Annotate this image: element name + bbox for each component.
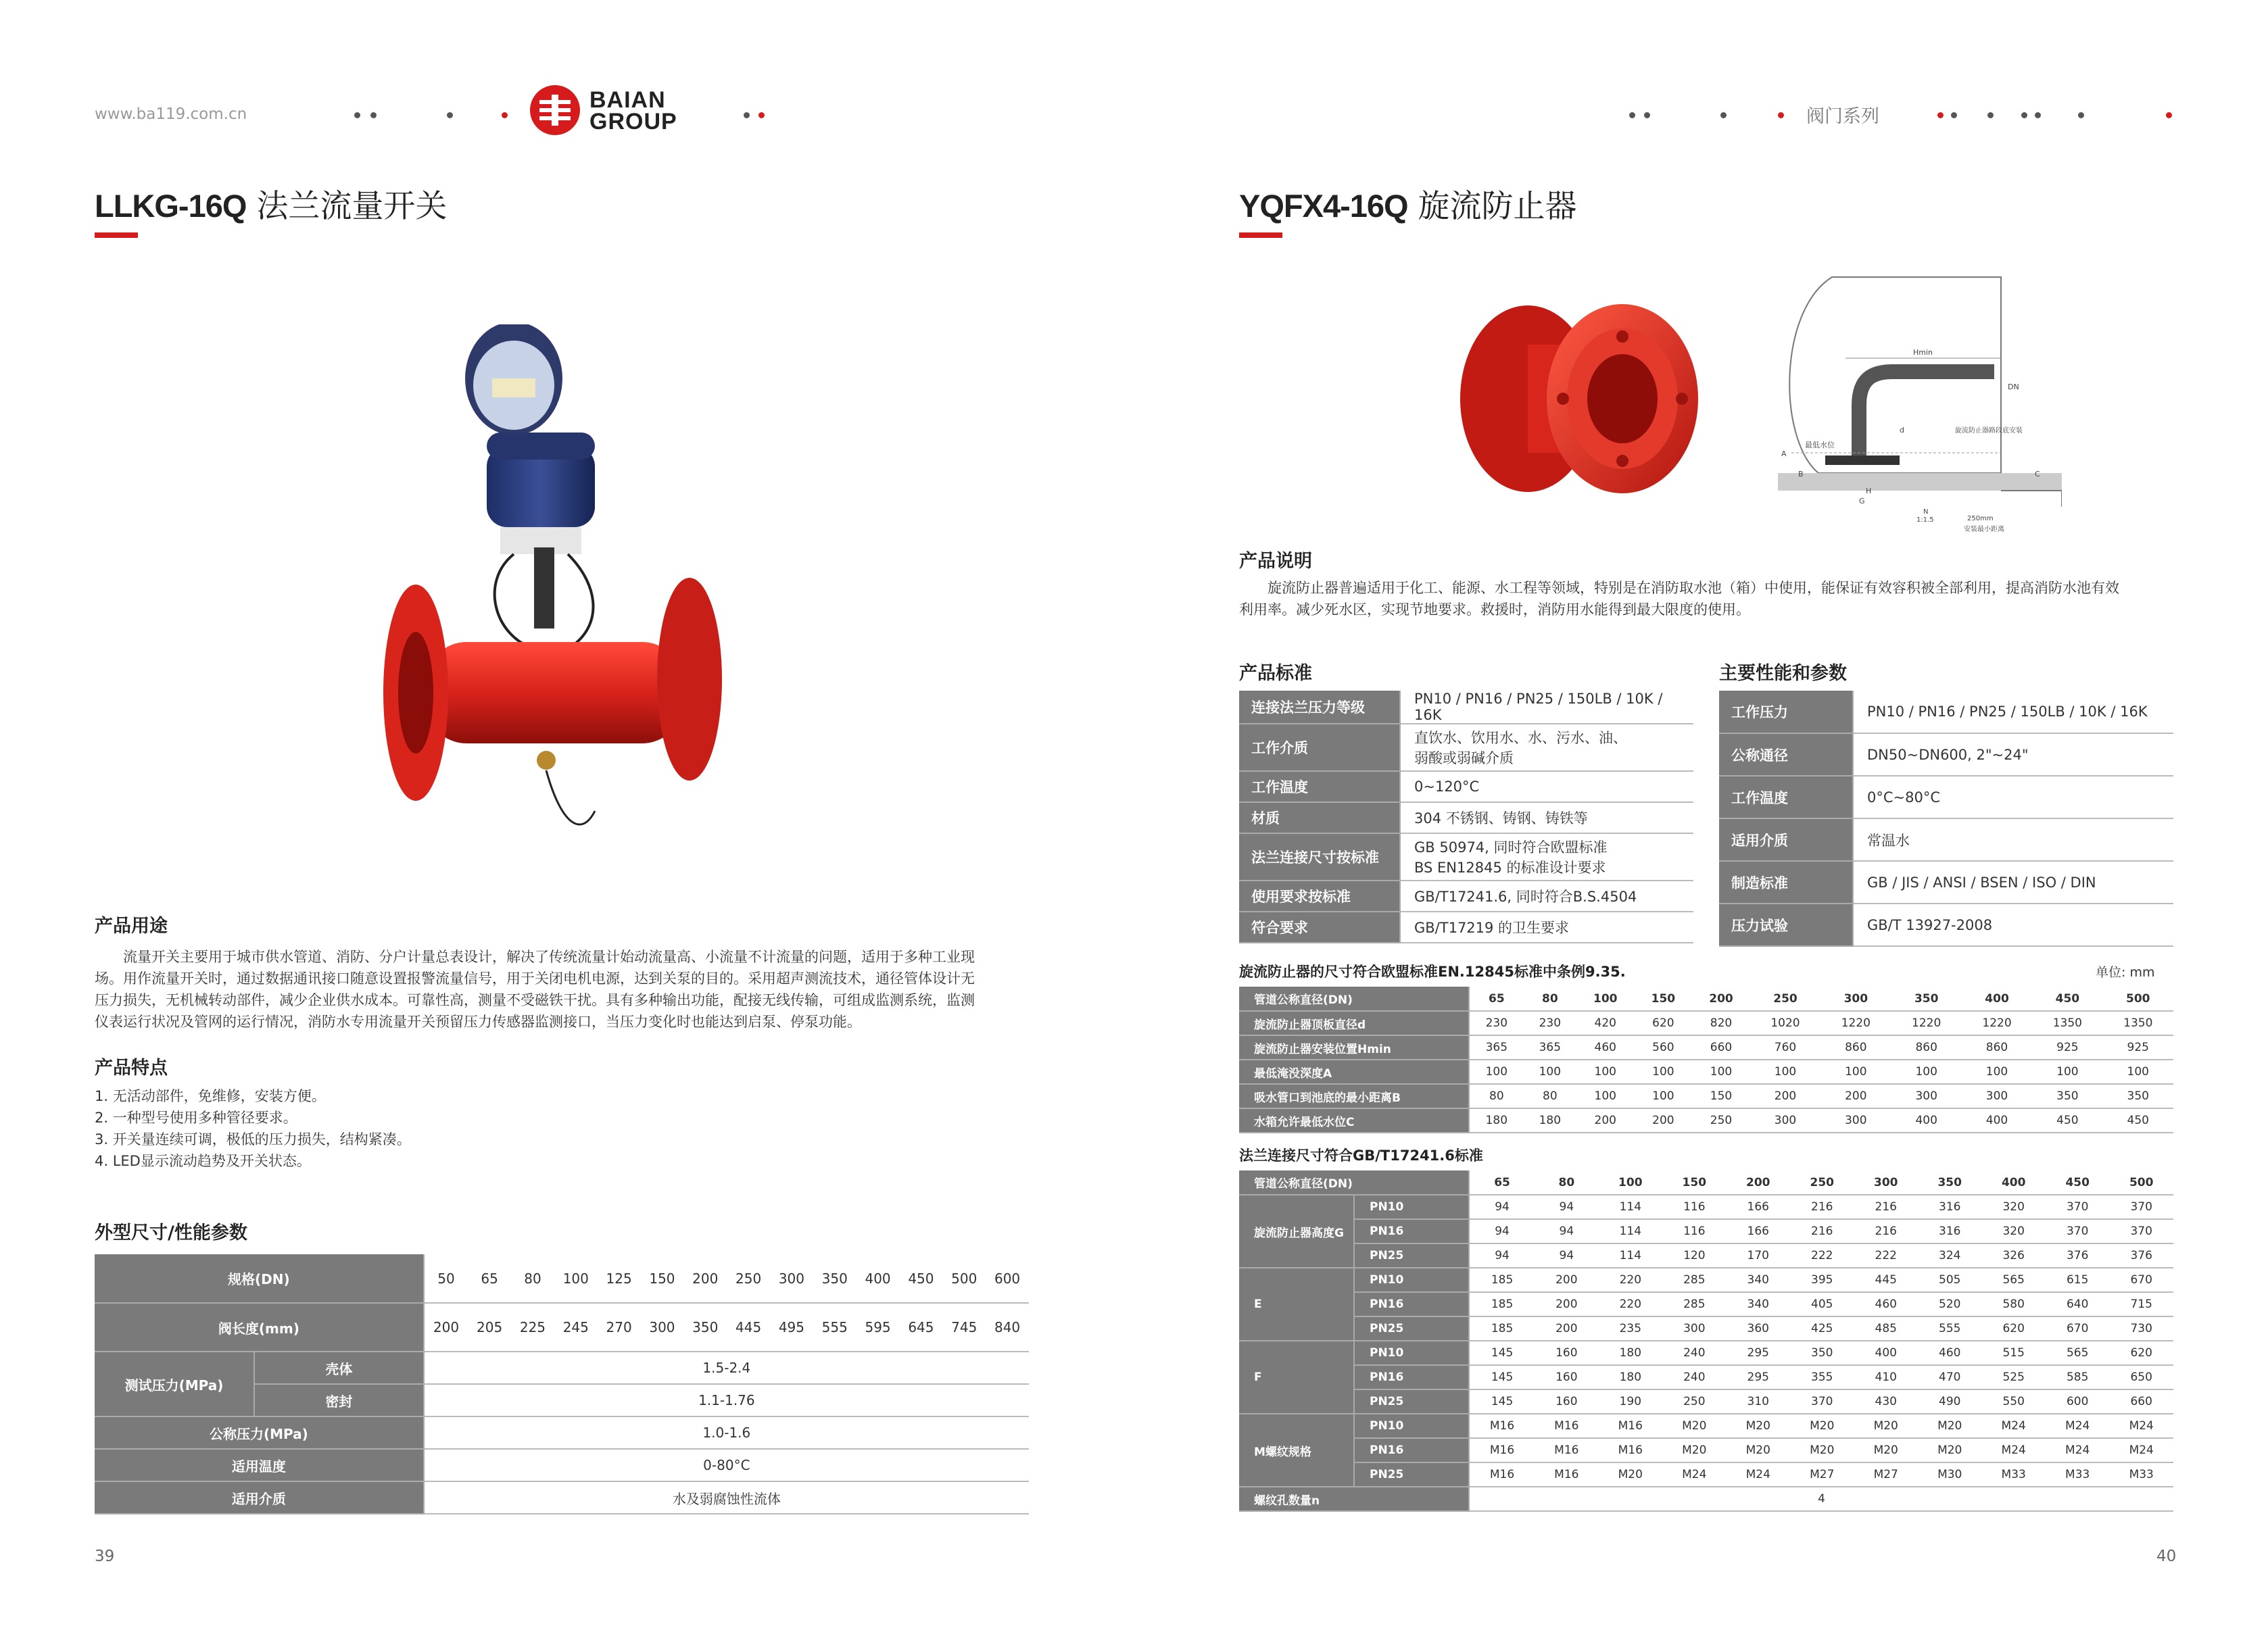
table-cell: M24 <box>2046 1414 2109 1438</box>
table-cell: 216 <box>1854 1195 1918 1219</box>
diagram-label-h: H <box>1866 487 1872 495</box>
table-cell: 310 <box>1727 1389 1790 1414</box>
decor-dot <box>2166 112 2172 118</box>
table-row: 工作温度 0~120°C <box>1239 771 1693 802</box>
table-cell: M24 <box>1662 1462 1726 1487</box>
table-cell: 324 <box>1918 1243 1981 1268</box>
table-cell: M20 <box>1790 1414 1854 1438</box>
table-row <box>1239 1195 2173 1219</box>
table-cell: 185 <box>1469 1292 1535 1316</box>
flange-group-label: M螺纹规格 <box>1239 1414 1354 1487</box>
dimension-table <box>1239 987 2173 1133</box>
pn-label: PN10 <box>1354 1341 1469 1365</box>
table-row: 规格(DN) 50 65 80 100 125 150 200 250 300 350 400 450 500 600 <box>95 1254 1029 1303</box>
table-cell: 670 <box>2109 1268 2173 1292</box>
table-cell: M16 <box>1535 1438 1598 1462</box>
table-row <box>1239 1219 2173 1243</box>
pn-label: PN16 <box>1354 1219 1469 1243</box>
table-cell: M20 <box>1727 1438 1790 1462</box>
table-row: 适用温度 0-80°C <box>95 1449 1029 1481</box>
table-row: 吸水管口到池底的最小距离B 80 80 100 100 150 200 200 300 300 350 350 <box>1239 1084 2173 1108</box>
table-cell: 565 <box>1981 1268 2045 1292</box>
table-cell: M16 <box>1599 1438 1662 1462</box>
decor-dot <box>2035 112 2041 118</box>
decor-dot <box>502 112 508 118</box>
brand-logo <box>530 85 733 137</box>
table-cell: M20 <box>1599 1462 1662 1487</box>
table-cell: 200 <box>1535 1268 1598 1292</box>
diagram-label-a: A <box>1781 449 1787 458</box>
table-cell: 470 <box>1918 1365 1981 1389</box>
table-cell: 326 <box>1981 1243 2045 1268</box>
table-cell: 114 <box>1599 1243 1662 1268</box>
decor-dot <box>744 112 750 118</box>
table-cell: 285 <box>1662 1292 1726 1316</box>
table-row <box>1239 1389 2173 1414</box>
usage-heading: 产品用途 <box>95 916 168 937</box>
title-underline <box>95 232 138 238</box>
table-cell: 485 <box>1854 1316 1918 1341</box>
pn-label: PN16 <box>1354 1438 1469 1462</box>
table-cell: 670 <box>2046 1316 2109 1341</box>
bolt-count-label: 螺纹孔数量n <box>1239 1487 1469 1511</box>
diagram-label-hmin: Hmin <box>1913 348 1933 357</box>
table-row <box>1239 1316 2173 1341</box>
table-cell: 222 <box>1790 1243 1854 1268</box>
table-cell: 445 <box>1854 1268 1918 1292</box>
table-cell: 715 <box>2109 1292 2173 1316</box>
table-row: 工作温度 0°C~80°C <box>1719 776 2173 818</box>
table-row: 工作压力 PN10 / PN16 / PN25 / 150LB / 10K / 16K <box>1719 691 2173 733</box>
spec-table <box>95 1254 1029 1514</box>
features-list <box>95 1085 411 1172</box>
table-cell: M16 <box>1469 1438 1535 1462</box>
table-row: 适用介质 常温水 <box>1719 818 2173 861</box>
decor-dot <box>1987 112 1994 118</box>
table-cell: 580 <box>1981 1292 2045 1316</box>
table-cell: 400 <box>1854 1341 1918 1365</box>
diagram-label-d: d <box>1900 426 1904 435</box>
table-cell: 220 <box>1599 1292 1662 1316</box>
page-title-right: YQFX4-16Q 旋流防止器 <box>1239 188 1577 225</box>
decor-dot <box>1644 112 1650 118</box>
table-cell: 320 <box>1981 1195 2045 1219</box>
performance-heading: 主要性能和参数 <box>1719 663 1847 684</box>
table-cell: M20 <box>1790 1438 1854 1462</box>
standards-heading: 产品标准 <box>1239 663 1312 684</box>
table-row: 使用要求按标准 GB/T17241.6, 同时符合B.S.4504 <box>1239 881 1693 912</box>
decor-dot <box>1629 112 1635 118</box>
table-row <box>1239 1341 2173 1365</box>
pn-label: PN10 <box>1354 1195 1469 1219</box>
table-cell: 350 <box>1790 1341 1854 1365</box>
table-cell: 220 <box>1599 1268 1662 1292</box>
table-cell: 166 <box>1727 1219 1790 1243</box>
table-row: 管道公称直径(DN) 65 80 100 150 200 250 300 350 400 450 500 <box>1239 987 2173 1011</box>
feature-item: 1. 无活动部件，免维修，安装方便。 <box>95 1088 326 1104</box>
table-cell: 565 <box>2046 1341 2109 1365</box>
diagram-label-low-level: 最低水位 <box>1805 441 1835 449</box>
pn-label: PN10 <box>1354 1414 1469 1438</box>
table-cell: 295 <box>1727 1341 1790 1365</box>
table-cell: 200 <box>1535 1292 1598 1316</box>
decor-dot <box>1778 112 1784 118</box>
table-row: 阀长度(mm) 200 205 225 245 270 300 350 445 495 555 595 645 745 840 <box>95 1303 1029 1352</box>
table-cell: M16 <box>1599 1414 1662 1438</box>
table-cell: 490 <box>1918 1389 1981 1414</box>
table-cell: 340 <box>1727 1292 1790 1316</box>
table-row: 连接法兰压力等级 PN10 / PN16 / PN25 / 150LB / 10K / 16K <box>1239 691 1693 724</box>
decor-dot <box>758 112 765 118</box>
table-cell: M33 <box>1981 1462 2045 1487</box>
table-row <box>1239 1487 2173 1511</box>
installation-diagram <box>1778 270 2062 541</box>
table-cell: 505 <box>1918 1268 1981 1292</box>
table-cell: 114 <box>1599 1195 1662 1219</box>
table-cell: 660 <box>2109 1389 2173 1414</box>
table-cell: M24 <box>2109 1438 2173 1462</box>
pn-label: PN16 <box>1354 1292 1469 1316</box>
diagram-label-min-dist: 250mm <box>1967 515 1994 522</box>
table-cell: 376 <box>2046 1243 2109 1268</box>
table-cell: M16 <box>1535 1414 1598 1438</box>
diagram-label-g: G <box>1859 497 1865 505</box>
page-title-left: LLKG-16Q 法兰流量开关 <box>95 188 448 225</box>
flange-group-label: F <box>1239 1341 1354 1414</box>
vortex-preventer-product-image <box>1453 297 1710 500</box>
table-cell: 160 <box>1535 1389 1598 1414</box>
pn-label: PN25 <box>1354 1243 1469 1268</box>
table-cell: 370 <box>1790 1389 1854 1414</box>
table-cell: 145 <box>1469 1365 1535 1389</box>
table-cell: 410 <box>1854 1365 1918 1389</box>
description-text: 旋流防止器普遍适用于化工、能源、水工程等领域，特别是在消防取水池（箱）中使用，能保证有效容积被全部利用，提高消防水池有效 利用率。减少死水区，实现节地要求。救援时，消防用水能得到最大限度的使用。 <box>1239 580 2119 618</box>
table-cell: 370 <box>2109 1195 2173 1219</box>
table-cell: 460 <box>1854 1292 1918 1316</box>
table-cell: 316 <box>1918 1219 1981 1243</box>
spec-heading: 外型尺寸/性能参数 <box>95 1223 247 1243</box>
table-row <box>1239 1292 2173 1316</box>
pn-label: PN25 <box>1354 1462 1469 1487</box>
unit-label: 单位: mm <box>2096 965 2155 980</box>
table-cell: M20 <box>1854 1414 1918 1438</box>
table-cell: 525 <box>1981 1365 2045 1389</box>
table-cell: M20 <box>1662 1414 1726 1438</box>
table-cell: 94 <box>1535 1195 1598 1219</box>
table-cell: 425 <box>1790 1316 1854 1341</box>
table-row: 公称压力(MPa) 1.0-1.6 <box>95 1416 1029 1449</box>
table-row <box>1239 1268 2173 1292</box>
feature-item: 3. 开关量连续可调，极低的压力损失，结构紧凑。 <box>95 1131 411 1148</box>
decor-dot <box>2078 112 2084 118</box>
table-cell: 585 <box>2046 1365 2109 1389</box>
decor-dot <box>370 112 377 118</box>
table-cell: 94 <box>1469 1219 1535 1243</box>
usage-text: 流量开关主要用于城市供水管道、消防、分户计量总表设计，解决了传统流量计始动流量高、小流量不计流量的问题，适用于多种工业现 场。用作流量开关时，通过数据通讯接口随意设置报警流量信号，用于关闭电机电源，达到关泵的目的。采用超声测流技术，通径管体设计无 压力损失，无机械转动部件，减少企业供水成本。可靠性高，测量不受磁铁干扰。具有多种输出功能，配接无线传输，可组成监测系统，监测 仪表运行状况及管网的运行情况，消防水专用流量开关预留压力传感器监测接口，当压力变化时也能达到启泵、停泵功能。 <box>95 949 975 1030</box>
table-cell: M16 <box>1469 1462 1535 1487</box>
table-cell: M27 <box>1790 1462 1854 1487</box>
table-cell: 160 <box>1535 1341 1598 1365</box>
table-cell: 615 <box>2046 1268 2109 1292</box>
table-cell: M20 <box>1918 1438 1981 1462</box>
table-cell: 145 <box>1469 1341 1535 1365</box>
table-cell: M24 <box>1981 1438 2045 1462</box>
table-cell: 200 <box>1535 1316 1598 1341</box>
table-cell: 216 <box>1854 1219 1918 1243</box>
website-url[interactable]: www.ba119.com.cn <box>95 105 247 123</box>
table-cell: 370 <box>2046 1195 2109 1219</box>
table-cell: 185 <box>1469 1268 1535 1292</box>
features-heading: 产品特点 <box>95 1058 168 1079</box>
table-row: 适用介质 水及弱腐蚀性流体 <box>95 1481 1029 1514</box>
table-cell: 285 <box>1662 1268 1726 1292</box>
table-cell: M24 <box>1727 1462 1790 1487</box>
table-cell: 180 <box>1599 1341 1662 1365</box>
performance-table <box>1719 691 2173 947</box>
table-cell: 405 <box>1790 1292 1854 1316</box>
table-cell: 170 <box>1727 1243 1790 1268</box>
table-cell: 94 <box>1535 1219 1598 1243</box>
table-row: 测试压力(MPa) 壳体 1.5-2.4 <box>95 1352 1029 1384</box>
table-row: 符合要求 GB/T17219 的卫生要求 <box>1239 912 1693 943</box>
table-cell: 222 <box>1854 1243 1918 1268</box>
decor-dot <box>1937 112 1944 118</box>
spec-size-label: 规格(DN) <box>95 1254 424 1303</box>
table-cell: 316 <box>1918 1195 1981 1219</box>
table-row <box>1239 1365 2173 1389</box>
table-cell: 430 <box>1854 1389 1918 1414</box>
table-cell: M20 <box>1727 1414 1790 1438</box>
table-cell: 240 <box>1662 1365 1726 1389</box>
table-cell: 160 <box>1535 1365 1598 1389</box>
flange-heading: 法兰连接尺寸符合GB/T17241.6标准 <box>1239 1148 1483 1164</box>
table-cell: 600 <box>2046 1389 2109 1414</box>
dimension-heading: 旋流防止器的尺寸符合欧盟标准EN.12845标准中条例9.35. <box>1239 964 1626 980</box>
table-cell: 295 <box>1727 1365 1790 1389</box>
table-cell: 460 <box>1918 1341 1981 1365</box>
standards-table <box>1239 691 1693 943</box>
table-cell: 94 <box>1469 1243 1535 1268</box>
flow-switch-product-image <box>379 324 744 879</box>
table-row: 密封 1.1-1.76 <box>95 1384 1029 1416</box>
table-cell: 180 <box>1599 1365 1662 1389</box>
table-cell: 94 <box>1469 1195 1535 1219</box>
table-cell: M16 <box>1469 1414 1535 1438</box>
table-cell: 620 <box>2109 1341 2173 1365</box>
table-row: 材质 304 不锈钢、铸钢、铸铁等 <box>1239 802 1693 833</box>
table-cell: 320 <box>1981 1219 2045 1243</box>
table-cell: 360 <box>1727 1316 1790 1341</box>
table-row: 旋流防止器顶板直径d 230 230 420 620 820 1020 1220 1220 1220 1350 1350 <box>1239 1011 2173 1035</box>
table-row: 工作介质 直饮水、饮用水、水、污水、油、 弱酸或弱碱介质 <box>1239 724 1693 771</box>
table-cell: 300 <box>1662 1316 1726 1341</box>
table-cell: 395 <box>1790 1268 1854 1292</box>
table-cell: 370 <box>2046 1219 2109 1243</box>
table-cell: 515 <box>1981 1341 2045 1365</box>
table-cell: M24 <box>2046 1438 2109 1462</box>
table-cell: M33 <box>2109 1462 2173 1487</box>
table-cell: 216 <box>1790 1219 1854 1243</box>
diagram-label-c: C <box>2035 470 2040 478</box>
table-cell: M16 <box>1535 1462 1598 1487</box>
table-cell: M30 <box>1918 1462 1981 1487</box>
table-row: 管道公称直径(DN) 65 80 100 150 200 250 300 350 400 450 500 <box>1239 1170 2173 1195</box>
table-cell: 340 <box>1727 1268 1790 1292</box>
table-cell: 370 <box>2109 1219 2173 1243</box>
feature-item: 4. LED显示流动趋势及开关状态。 <box>95 1153 311 1169</box>
feature-item: 2. 一种型号使用多种管径要求。 <box>95 1110 297 1126</box>
table-cell: 94 <box>1535 1243 1598 1268</box>
series-label: 阀门系列 <box>1806 106 1879 127</box>
table-row: 旋流防止器安装位置Hmin 365 365 460 560 660 760 860 860 860 925 925 <box>1239 1035 2173 1060</box>
table-cell: 555 <box>1918 1316 1981 1341</box>
diagram-label-ratio: 1:1.5 <box>1916 516 1934 524</box>
table-cell: 640 <box>2046 1292 2109 1316</box>
page-number-right: 40 <box>2156 1548 2177 1565</box>
table-row: 压力试验 GB/T 13927-2008 <box>1719 904 2173 946</box>
page-number-left: 39 <box>95 1548 115 1565</box>
table-row: 制造标准 GB / JIS / ANSI / BSEN / ISO / DIN <box>1719 861 2173 904</box>
logo-mark-icon <box>530 85 580 135</box>
table-cell: 650 <box>2109 1365 2173 1389</box>
decor-dot <box>1951 112 1957 118</box>
table-cell: 185 <box>1469 1316 1535 1341</box>
table-row: 最低淹没深度A 100 100 100 100 100 100 100 100 100 100 100 <box>1239 1060 2173 1084</box>
brand-name: BAIAN GROUP <box>589 87 677 134</box>
table-cell: 116 <box>1662 1195 1726 1219</box>
table-cell: 145 <box>1469 1389 1535 1414</box>
table-cell: 166 <box>1727 1195 1790 1219</box>
table-cell: 730 <box>2109 1316 2173 1341</box>
table-cell: 520 <box>1918 1292 1981 1316</box>
table-cell: M20 <box>1918 1414 1981 1438</box>
diagram-label-dn: DN <box>2008 383 2019 391</box>
diagram-label-b: B <box>1798 470 1804 478</box>
table-cell: 216 <box>1790 1195 1854 1219</box>
table-cell: M24 <box>1981 1414 2045 1438</box>
table-row: 水箱允许最低水位C 180 180 200 200 250 300 300 400 400 450 450 <box>1239 1108 2173 1133</box>
decor-dot <box>1720 112 1727 118</box>
title-underline <box>1239 232 1282 238</box>
pn-label: PN10 <box>1354 1268 1469 1292</box>
table-row <box>1239 1438 2173 1462</box>
table-cell: 240 <box>1662 1341 1726 1365</box>
table-row <box>1239 1414 2173 1438</box>
table-cell: 250 <box>1662 1389 1726 1414</box>
table-cell: 620 <box>1981 1316 2045 1341</box>
flange-group-label: E <box>1239 1268 1354 1341</box>
flange-group-label: 旋流防止器高度G <box>1239 1195 1354 1268</box>
flange-table <box>1239 1170 2173 1512</box>
table-row <box>1239 1462 2173 1487</box>
decor-dot <box>2021 112 2027 118</box>
description-heading: 产品说明 <box>1239 551 1312 572</box>
table-cell: 355 <box>1790 1365 1854 1389</box>
table-cell: 190 <box>1599 1389 1662 1414</box>
table-row: 法兰连接尺寸按标准 GB 50974, 同时符合欧盟标准 BS EN12845 的标准设计要求 <box>1239 833 1693 881</box>
table-row <box>1239 1243 2173 1268</box>
table-row: 公称通径 DN50~DN600, 2"~24" <box>1719 733 2173 776</box>
table-cell: 376 <box>2109 1243 2173 1268</box>
pn-label: PN25 <box>1354 1389 1469 1414</box>
table-cell: 116 <box>1662 1219 1726 1243</box>
table-cell: M20 <box>1854 1438 1918 1462</box>
decor-dot <box>447 112 453 118</box>
pn-label: PN16 <box>1354 1365 1469 1389</box>
table-cell: 120 <box>1662 1243 1726 1268</box>
diagram-label-n: N <box>1923 508 1929 516</box>
table-cell: M20 <box>1662 1438 1726 1462</box>
table-cell: 114 <box>1599 1219 1662 1243</box>
pn-label: PN25 <box>1354 1316 1469 1341</box>
table-cell: 550 <box>1981 1389 2045 1414</box>
bolt-count-value: 4 <box>1469 1487 2173 1511</box>
table-cell: M33 <box>2046 1462 2109 1487</box>
decor-dot <box>354 112 360 118</box>
table-cell: M27 <box>1854 1462 1918 1487</box>
diagram-label-install: 旋流防止器路段底安装 <box>1955 427 2023 435</box>
table-cell: M24 <box>2109 1414 2173 1438</box>
table-cell: 235 <box>1599 1316 1662 1341</box>
diagram-label-min-dist-note: 安装最小距离 <box>1964 526 2004 533</box>
